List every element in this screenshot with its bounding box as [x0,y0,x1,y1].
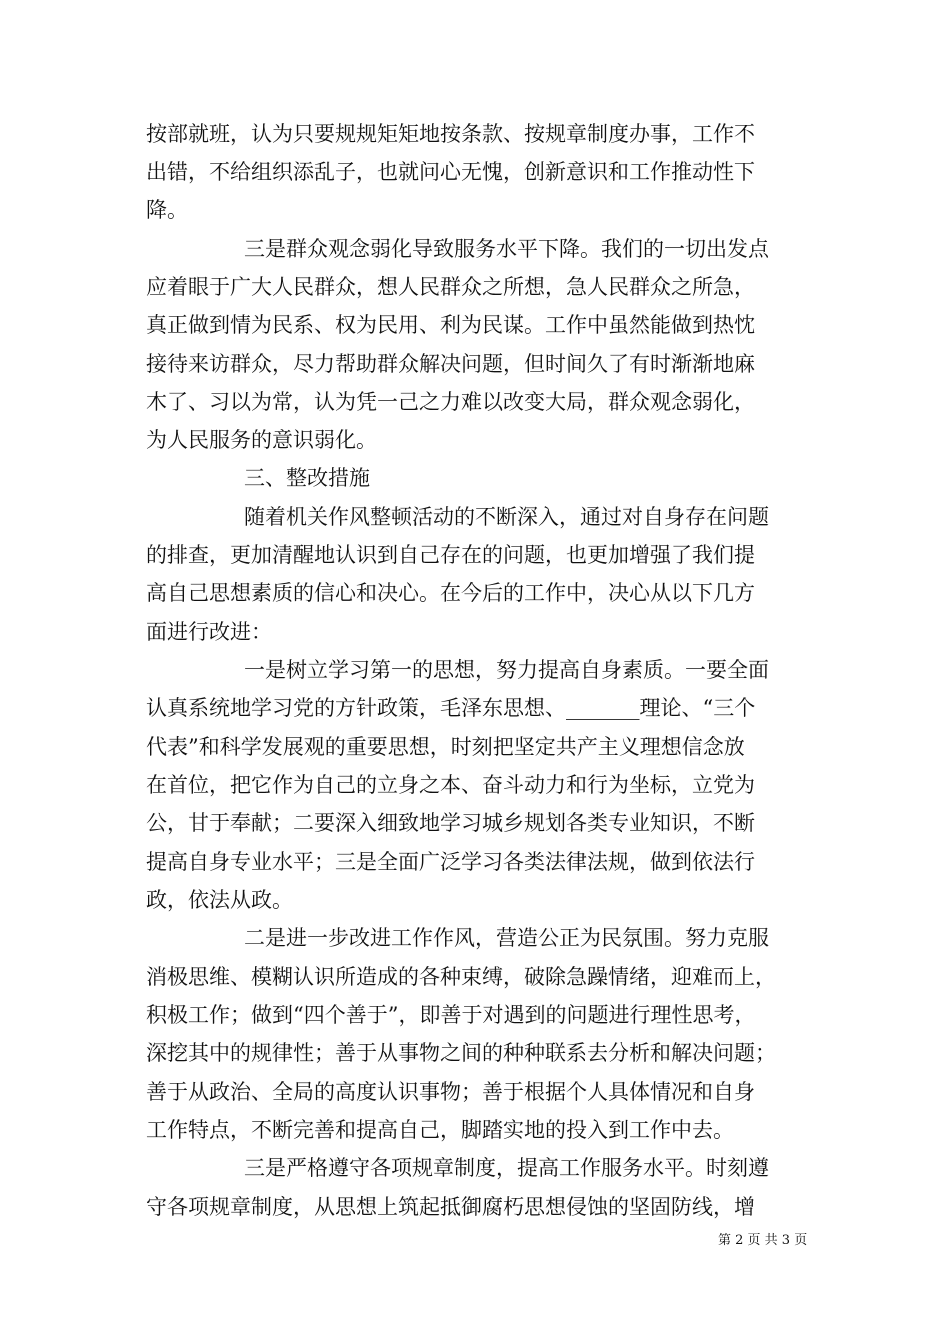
text-line: 随着机关作风整顿活动的不断深入，通过对自身存在问题 [244,505,769,529]
section-heading: 三、整改措施 [244,466,370,490]
text-line: 面进行改进： [146,620,272,644]
text-line: 三是严格遵守各项规章制度，提高工作服务水平。时刻遵 [244,1156,769,1180]
page-number: 第 2 页 共 3 页 [718,1233,808,1248]
text-line: 木了、习以为常，认为凭一己之力难以改变大局，群众观念弱化， [146,390,755,414]
text-line: 真正做到情为民系、权为民用、利为民谋。工作中虽然能做到热忱 [146,313,755,337]
text-line: 提高自身专业水平；三是全面广泛学习各类法律法规，做到依法行 [146,850,755,874]
text-line: 守各项规章制度，从思想上筑起抵御腐朽思想侵蚀的坚固防线，增 [146,1195,755,1219]
text-line: 在首位，把它作为自己的立身之本、奋斗动力和行为坐标，立党为 [146,773,755,797]
text-line: 的排查，更加清醒地认识到自己存在的问题，也更加增强了我们提 [146,543,755,567]
text-line: 深挖其中的规律性；善于从事物之间的种种联系去分析和解决问题； [146,1041,776,1065]
text-line: 政，依法从政。 [146,888,293,912]
text-line: 认真系统地学习党的方针政策，毛泽东思想、_______理论、“三个 [146,696,756,720]
text-line: 降。 [146,198,188,222]
text-line: 公，甘于奉献；二要深入细致地学习城乡规划各类专业知识，不断 [146,811,755,835]
text-line: 工作特点，不断完善和提高自己，脚踏实地的投入到工作中去。 [146,1118,734,1142]
text-line: 积极工作；做到“四个善于”，即善于对遇到的问题进行理性思考， [146,1003,756,1027]
text-line: 三是群众观念弱化导致服务水平下降。我们的一切出发点 [244,237,769,261]
text-line: 善于从政治、全局的高度认识事物；善于根据个人具体情况和自身 [146,1080,755,1104]
text-line: 一是树立学习第一的思想，努力提高自身素质。一要全面 [244,658,769,682]
text-line: 应着眼于广大人民群众，想人民群众之所想，急人民群众之所急， [146,275,755,299]
text-line: 二是进一步改进工作作风，营造公正为民氛围。努力克服 [244,926,769,950]
text-line: 接待来访群众，尽力帮助群众解决问题，但时间久了有时渐渐地麻 [146,352,755,376]
text-line: 为人民服务的意识弱化。 [146,428,377,452]
text-line: 出错，不给组织添乱子，也就问心无愧，创新意识和工作推动性下 [146,160,755,184]
text-line: 消极思维、模糊认识所造成的各种束缚，破除急躁情绪，迎难而上， [146,965,776,989]
text-line: 代表”和科学发展观的重要思想，时刻把坚定共产主义理想信念放 [146,735,745,759]
text-line: 按部就班，认为只要规规矩矩地按条款、按规章制度办事，工作不 [146,122,755,146]
text-line: 高自己思想素质的信心和决心。在今后的工作中，决心从以下几方 [146,581,755,605]
